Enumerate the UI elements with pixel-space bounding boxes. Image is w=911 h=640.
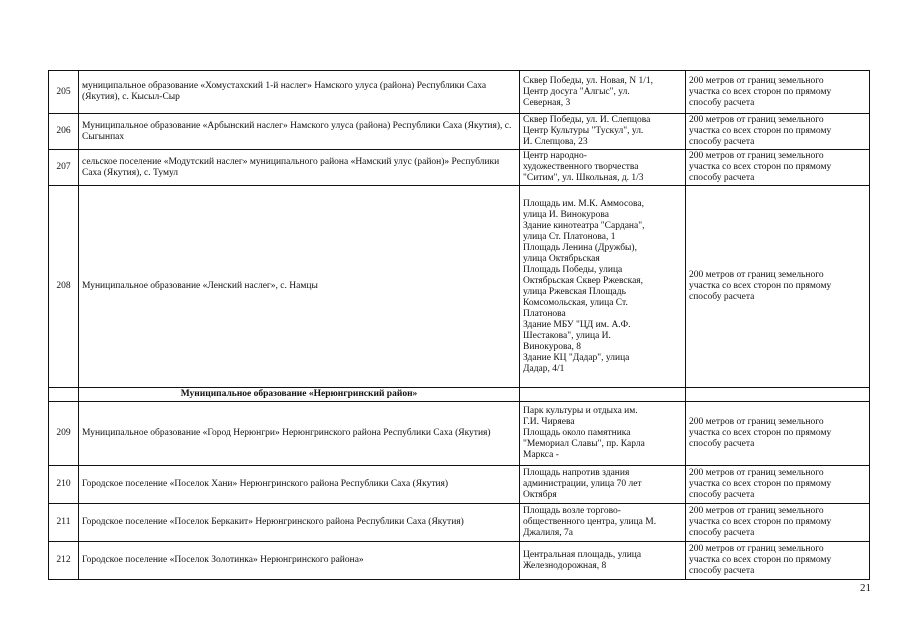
section-place-cell: [520, 388, 686, 402]
place-cell: [520, 504, 686, 542]
buffer-zone-line: способу расчета: [689, 173, 755, 183]
section-title: Муниципальное образование «Нерюнгринский район»: [79, 388, 520, 402]
place-line: Площадь напротив здания: [523, 468, 630, 478]
row-number: 212: [49, 542, 79, 580]
buffer-zone-line: 200 метров от границ земельного: [689, 151, 824, 161]
place-cell: [520, 402, 686, 466]
place-line: Маркса -: [523, 450, 559, 460]
buffer-zone-cell: [686, 114, 870, 150]
row-number: 211: [49, 504, 79, 542]
buffer-zone-cell: [686, 150, 870, 186]
row-number: 207: [49, 150, 79, 186]
buffer-zone-line: участка со всех сторон по прямому: [689, 162, 832, 172]
buffer-zone-cell: [686, 71, 870, 114]
section-number-cell: [49, 388, 79, 402]
place-line: Сквер Победы, ул. Новая, N 1/1,: [523, 75, 653, 86]
buffer-zone-line: способу расчета: [689, 490, 755, 500]
table-row: [49, 114, 870, 150]
place-line: улица Ст. Платонова, 1: [523, 231, 616, 242]
place-line: Центр Культуры "Тускул", ул.: [523, 126, 644, 136]
municipality-name: Муниципальное образование «Город Нерюнгри» Нерюнгринского района Республики Саха (Якутия): [79, 402, 520, 466]
place-line: Винокурова, 8: [523, 341, 582, 352]
buffer-zone-line: 200 метров от границ земельного: [689, 115, 824, 125]
municipality-name: Муниципальное образование «Ленский наслег», с. Намцы: [79, 186, 520, 388]
place-line: Октября: [523, 490, 557, 500]
place-line: Г.И. Чиряева: [523, 417, 575, 427]
table-row: [49, 466, 870, 504]
municipality-name: Муниципальное образование «Арбынский наслег» Намского улуса (района) Республики Саха (Якутия), с. Сыгынпах: [79, 114, 520, 150]
place-line: Центр народно-: [523, 151, 587, 161]
table-row: [49, 186, 870, 388]
buffer-zone-line: 200 метров от границ земельного: [689, 506, 824, 516]
place-line: Площадь им. М.К. Аммосова,: [523, 198, 644, 209]
municipality-name: Городское поселение «Поселок Хани» Нерюнгринского района Республики Саха (Якутия): [79, 466, 520, 504]
buffer-zone-line: 200 метров от границ земельного: [689, 417, 824, 427]
municipality-name: сельское поселение «Модутский наслег» муниципального района «Намский улус (район)» Республики Саха (Якутия), с. Тумул: [79, 150, 520, 186]
place-cell: [520, 542, 686, 580]
row-number: 205: [49, 71, 79, 114]
buffer-zone-line: участка со всех сторон по прямому: [689, 428, 832, 438]
place-line: улица Октябрьская: [523, 253, 600, 264]
section-header-row: [49, 388, 870, 402]
row-number: 209: [49, 402, 79, 466]
buffer-zone-line: участка со всех сторон по прямому: [689, 517, 832, 527]
buffer-zone-line: 200 метров от границ земельного: [689, 270, 824, 280]
place-line: Дадар, 4/1: [523, 363, 565, 374]
place-line: улица И. Винокурова: [523, 209, 610, 220]
buffer-zone-line: участка со всех сторон по прямому: [689, 479, 832, 489]
row-number: 206: [49, 114, 79, 150]
place-line: Площадь возле торгово-: [523, 506, 621, 516]
table-body-neryungri: [49, 402, 870, 580]
place-line: И. Слепцова, 23: [523, 137, 588, 147]
buffer-zone-line: способу расчета: [689, 528, 755, 538]
place-cell: [520, 71, 686, 114]
place-line: Площадь Победы, улица: [523, 264, 623, 275]
buffer-zone-line: участка со всех сторон по прямому: [689, 86, 832, 97]
place-line: Октябрьская Сквер Ржевская,: [523, 275, 644, 286]
row-number: 208: [49, 186, 79, 388]
place-line: администрации, улица 70 лет: [523, 479, 642, 489]
place-line: Джалиля, 7а: [523, 528, 573, 538]
place-cell: [520, 186, 686, 388]
buffer-zone-line: участка со всех сторон по прямому: [689, 555, 832, 565]
buffer-zone-line: способу расчета: [689, 137, 755, 147]
place-line: Северная, 3: [523, 97, 571, 108]
buffer-zone-cell: [686, 402, 870, 466]
page-number: 21: [860, 582, 871, 594]
place-line: Площадь Ленина (Дружбы),: [523, 242, 637, 253]
place-line: общественного центра, улица М.: [523, 517, 657, 527]
buffer-zone-cell: [686, 504, 870, 542]
place-line: Центр досуга "Алгыс", ул.: [523, 86, 630, 97]
place-line: Комсомольская, улица Ст.: [523, 297, 628, 308]
place-line: Здание кинотеатра "Сардана",: [523, 220, 645, 231]
place-line: художественного творчества: [523, 162, 639, 172]
table-row: [49, 402, 870, 466]
place-cell: [520, 150, 686, 186]
buffer-zone-line: 200 метров от границ земельного: [689, 468, 824, 478]
places-table: [48, 70, 870, 580]
table-row: [49, 71, 870, 114]
place-line: Парк культуры и отдыха им.: [523, 406, 638, 416]
row-number: 210: [49, 466, 79, 504]
table-row: [49, 150, 870, 186]
place-line: улица Ржевская Площадь: [523, 286, 626, 297]
place-line: Здание МБУ "ЦД им. А.Ф.: [523, 319, 631, 330]
municipality-name: Городское поселение «Поселок Золотинка» Нерюнгринского района»: [79, 542, 520, 580]
buffer-zone-line: способу расчета: [689, 292, 755, 302]
table-row: [49, 542, 870, 580]
place-cell: [520, 114, 686, 150]
buffer-zone-line: 200 метров от границ земельного: [689, 544, 824, 554]
buffer-zone-line: способу расчета: [689, 439, 755, 449]
place-line: Шестакова", улица И.: [523, 330, 611, 341]
table-row: [49, 504, 870, 542]
table-body-namsky: [49, 71, 870, 388]
place-line: Здание КЦ "Дадар", улица: [523, 352, 630, 363]
section-buffer-cell: [686, 388, 870, 402]
municipality-name: Городское поселение «Поселок Беркакит» Нерюнгринского района Республики Саха (Якутия): [79, 504, 520, 542]
place-line: "Мемориал Славы", пр. Карла: [523, 439, 645, 449]
place-line: Платонова: [523, 308, 566, 319]
buffer-zone-line: способу расчета: [689, 566, 755, 576]
municipality-name: муниципальное образование «Хомустахский 1-й наслег» Намского улуса (района) Республики Саха (Якутия), с. Кысыл-Сыр: [79, 71, 520, 114]
section-header-body: [49, 388, 870, 402]
buffer-zone-cell: [686, 466, 870, 504]
place-line: Железнодорожная, 8: [523, 560, 607, 571]
place-line: Площадь около памятника: [523, 428, 631, 438]
place-line: Центральная площадь, улица: [523, 549, 642, 560]
buffer-zone-line: участка со всех сторон по прямому: [689, 281, 832, 291]
buffer-zone-cell: [686, 542, 870, 580]
place-line: Сквер Победы, ул. И. Слепцова: [523, 115, 651, 125]
place-cell: [520, 466, 686, 504]
place-line: "Ситим", ул. Школьная, д. 1/3: [523, 173, 644, 183]
buffer-zone-line: способу расчета: [689, 97, 755, 108]
buffer-zone-line: участка со всех сторон по прямому: [689, 126, 832, 136]
buffer-zone-cell: [686, 186, 870, 388]
buffer-zone-line: 200 метров от границ земельного: [689, 75, 824, 86]
